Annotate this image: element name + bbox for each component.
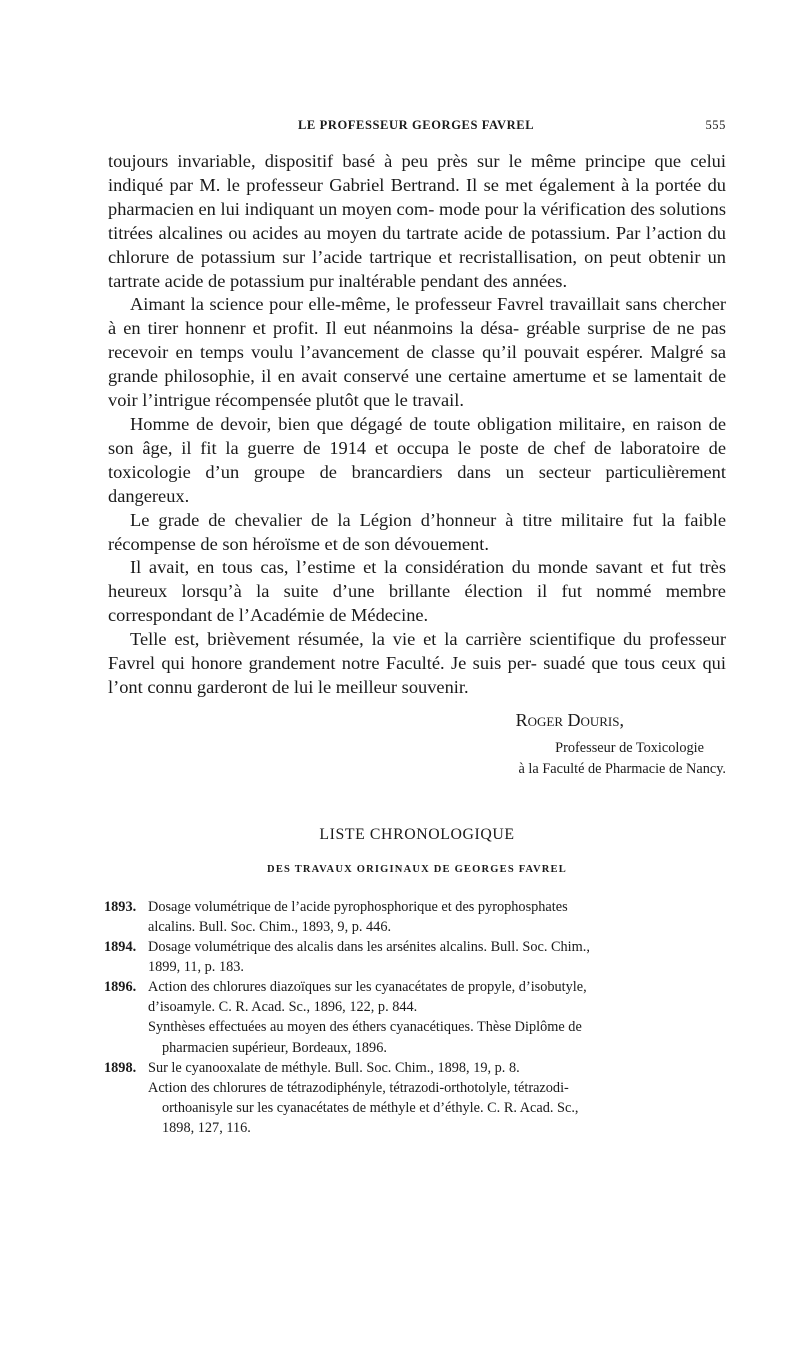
author-name: Roger Douris,	[515, 709, 624, 730]
line: professeur Favrel qui honore grandement notre Faculté. Je suis per-	[108, 629, 726, 674]
line: particulièrement dangereux.	[108, 461, 726, 506]
bibliography-entry	[108, 1078, 726, 1138]
entry-year: 1894.	[104, 939, 137, 956]
line: membre correspondant de l’Académie de Médecine.	[108, 581, 726, 626]
line: laboratoire de toxicologie d’un groupe de brancardiers dans un secteur	[108, 437, 726, 482]
affiliation-line: Professeur de Toxicologie	[555, 739, 704, 756]
bibliography-entry	[108, 1017, 726, 1057]
list-subtitle: DES TRAVAUX ORIGINAUX DE GEORGES FAVREL	[267, 863, 567, 875]
line: faible récompense de son héroïsme et de son dévouement.	[108, 509, 726, 554]
line: raison de son âge, il fit la guerre de 1914 et occupa le poste de chef de	[108, 413, 726, 458]
entry-line: Action des chlorures de tétrazodiphényle, tétrazodi-orthotolyle, tétrazodi-	[148, 1079, 569, 1096]
entry-year: 1893.	[104, 898, 137, 915]
entry-line: orthoanisyle sur les cyanacétates de méthyle et d’éthyle. C. R. Acad. Sc.,	[162, 1099, 579, 1116]
page-number: 555	[705, 118, 726, 132]
line: toujours invariable, dispositif basé à peu près sur le même principe	[108, 151, 646, 171]
bibliography	[104, 897, 726, 1138]
entry-year: 1898.	[104, 1059, 137, 1076]
entry-line: pharmacien supérieur, Bordeaux, 1896.	[162, 1039, 387, 1056]
line: moyen du tartrate acide de potassium. Par l’action du chlorure de	[108, 222, 726, 267]
entry-line: Action des chlorures diazoïques sur les cyanacétates de propyle, d’isobutyle,	[148, 979, 587, 996]
list-title: LISTE CHRONOLOGIQUE	[319, 825, 515, 843]
body-text	[108, 150, 726, 700]
line: classe qu’il pouvait espérer. Malgré sa grande philosophie, il en avait	[108, 342, 726, 387]
line: que celui indiqué par M. le professeur Gabriel Bertrand. Il se met	[108, 151, 726, 195]
line: sans chercher à en tirer honnenr et profit. Il eut néanmoins la désa-	[108, 294, 727, 339]
page	[104, 118, 727, 1138]
bibliography-entry	[104, 897, 726, 937]
paragraph-6	[108, 628, 726, 700]
line: souvenir.	[401, 676, 469, 697]
affiliation-line: à la Faculté de Pharmacie de Nancy.	[518, 760, 726, 777]
entry-line: d’isoamyle. C. R. Acad. Sc., 1896, 122, p. 844.	[148, 999, 418, 1016]
running-title: LE PROFESSEUR GEORGES FAVREL	[298, 118, 535, 132]
paragraph-5	[108, 556, 726, 628]
paragraph-4	[108, 509, 726, 557]
paragraph-2	[108, 293, 726, 413]
line: récompensée plutôt que le travail.	[215, 390, 464, 411]
entry-line: alcalins. Bull. Soc. Chim., 1893, 9, p. 446.	[148, 918, 392, 935]
paragraph-1	[108, 150, 726, 293]
entry-line: Dosage volumétrique des alcalis dans les arsénites alcalins. Bull. Soc. Chim.,	[148, 939, 590, 956]
line: Telle est, brièvement résumée, la vie et la carrière scientifique du	[130, 629, 642, 650]
entry-year: 1896.	[104, 979, 137, 996]
line: gréable surprise de ne pas recevoir en temps voulu l’avancement de	[108, 318, 726, 363]
line: Aimant la science pour elle-même, le professeur Favrel travaillait	[130, 294, 620, 315]
line: potassium sur l’acide tartrique et recristallisation, on peut obtenir un	[200, 246, 726, 267]
paragraph-3	[108, 413, 726, 509]
entry-line: Dosage volumétrique de l’acide pyrophosphorique et des pyrophosphates	[148, 898, 568, 915]
entry-line: Sur le cyanooxalate de méthyle. Bull. Soc. Chim., 1898, 19, p. 8.	[148, 1059, 520, 1076]
entry-line: 1898, 127, 116.	[162, 1119, 251, 1136]
line: Le grade de chevalier de la Légion d’honneur à titre militaire fut la	[130, 509, 676, 530]
line: suadé que tous ceux qui l’ont connu garderont de lui le meilleur	[108, 653, 726, 697]
entry-line: Synthèses effectuées au moyen des éthers cyanacétiques. Thèse Diplôme de	[148, 1019, 582, 1036]
line: Il avait, en tous cas, l’estime et la considération du monde savant et	[130, 557, 664, 578]
running-head	[108, 118, 726, 140]
line: conservé une certaine amertume et se lamentait de voir l’intrigue	[108, 366, 726, 411]
signature-affiliation	[108, 738, 726, 780]
line: tartrate acide de potassium pur inaltérable pendant des années.	[108, 270, 568, 291]
bibliography-entry	[104, 977, 726, 1017]
entry-line: 1899, 11, p. 183.	[148, 959, 244, 976]
line: également à la portée du pharmacien en lui indiquant un moyen com-	[108, 174, 726, 219]
signature-name	[108, 708, 726, 732]
line: mode pour la vérification des solutions titrées alcalines ou acides au	[108, 198, 726, 243]
line: Homme de devoir, bien que dégagé de toute obligation militaire, en	[130, 413, 650, 434]
line: fut très heureux lorsqu’à la suite d’une brillante élection il fut nommé	[108, 557, 726, 602]
bibliography-entry	[104, 1058, 726, 1078]
bibliography-entry	[104, 937, 726, 977]
